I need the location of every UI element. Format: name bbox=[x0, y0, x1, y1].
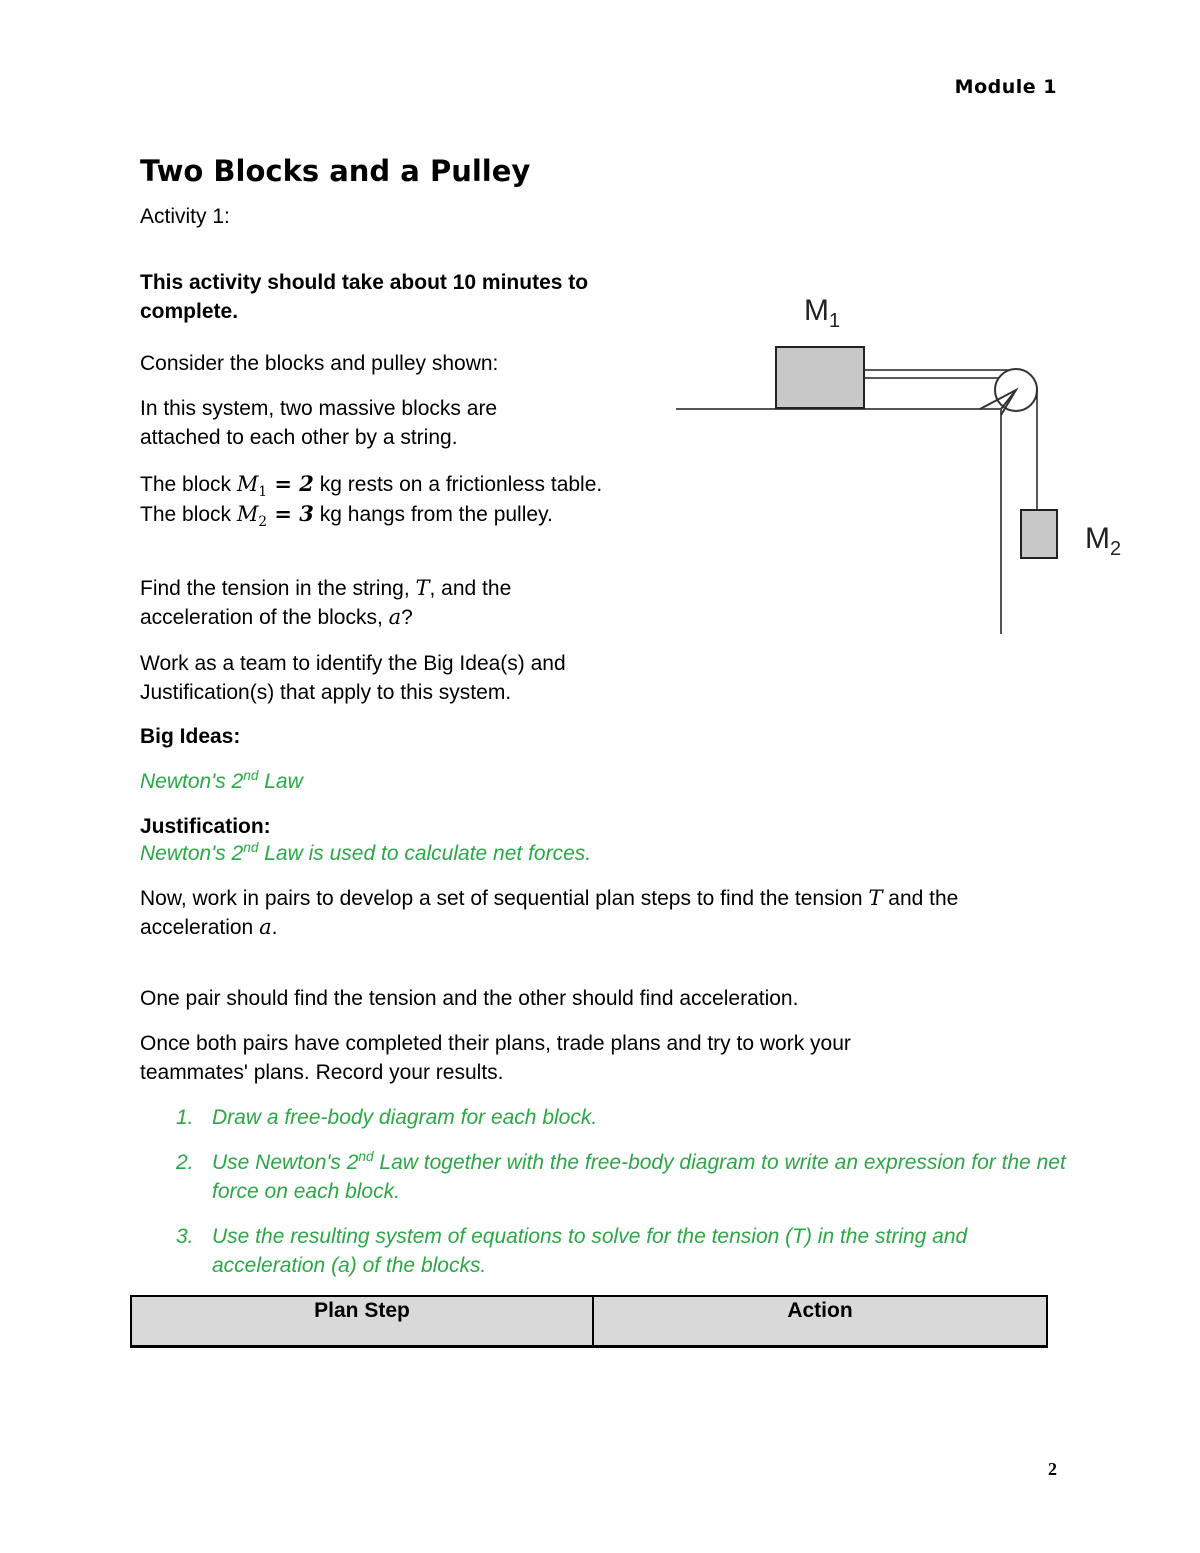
big-ideas-answer-b: Law bbox=[258, 770, 303, 793]
pairs-mid: and the acceleration bbox=[140, 887, 959, 939]
question-mid: , and the acceleration of the blocks, bbox=[140, 577, 512, 629]
module-header: Module 1 bbox=[954, 76, 1057, 98]
one-pair-text: One pair should find the tension and the other should find acceleration. bbox=[140, 987, 799, 1010]
pairs-tension-symbol: T bbox=[868, 886, 883, 910]
plan-step-item bbox=[176, 1103, 1066, 1132]
pairs-acceleration-symbol: a bbox=[259, 915, 272, 939]
m1-prefix: The block bbox=[140, 473, 237, 496]
block-m1 bbox=[776, 347, 864, 408]
consider-text: Consider the blocks and pulley shown: bbox=[140, 352, 499, 375]
pulley-diagram bbox=[670, 280, 1140, 640]
m1-symbol: M bbox=[236, 472, 259, 496]
plan-step-item bbox=[176, 1148, 1066, 1206]
block-m2 bbox=[1021, 510, 1057, 558]
plan-step-header: Plan Step bbox=[131, 1296, 593, 1347]
big-ideas-answer bbox=[140, 767, 303, 796]
once-text: Once both pairs have completed their plans, trade plans and try to work your teammates' plans. Record your results. bbox=[140, 1032, 851, 1084]
m1-label: $M_1$ bbox=[804, 294, 841, 332]
big-ideas-answer-sup: nd bbox=[243, 768, 259, 783]
tension-symbol: T bbox=[415, 576, 430, 600]
m2-label: $M_2$ bbox=[1085, 522, 1122, 560]
page-number: 2 bbox=[1048, 1459, 1057, 1479]
big-ideas-answer-a: Newton's 2 bbox=[140, 770, 244, 793]
plan-table-header-row bbox=[131, 1296, 1047, 1347]
step-text-a: Use Newton's 2 bbox=[212, 1151, 359, 1174]
step-number: 1. bbox=[176, 1106, 194, 1129]
question-text bbox=[140, 574, 590, 632]
step-text-b: Law together with the free-body diagram to write an expression for the net force on each block. bbox=[212, 1151, 1066, 1203]
m1-sub: 1 bbox=[258, 484, 268, 501]
m2-suffix: kg hangs from the pulley. bbox=[313, 503, 553, 526]
plan-step-item bbox=[176, 1222, 1066, 1280]
step-text-sup: nd bbox=[358, 1149, 374, 1164]
plan-steps-list bbox=[176, 1103, 1066, 1296]
m2-equation: = 3 bbox=[267, 501, 314, 526]
action-header: Action bbox=[593, 1296, 1047, 1347]
justification-answer-a: Newton's 2 bbox=[140, 842, 244, 865]
m1-suffix: kg rests on a frictionless table. The block bbox=[140, 473, 603, 526]
page-title: Two Blocks and a Pulley bbox=[140, 154, 531, 188]
step-text: Draw a free-body diagram for each block. bbox=[212, 1106, 598, 1129]
justification-answer-sup: nd bbox=[243, 840, 259, 855]
plan-table bbox=[130, 1295, 1048, 1348]
problem-statement bbox=[140, 469, 610, 529]
system-description: In this system, two massive blocks are attached to each other by a string. bbox=[140, 397, 498, 449]
justification-answer-b: Law is used to calculate net forces. bbox=[258, 842, 592, 865]
question-prefix: Find the tension in the string, bbox=[140, 577, 416, 600]
activity-label: Activity 1: bbox=[140, 205, 230, 228]
duration-note: This activity should take about 10 minutes to complete. bbox=[140, 271, 589, 323]
m1-equation: = 2 bbox=[267, 471, 314, 496]
step-number: 3. bbox=[176, 1225, 194, 1248]
big-ideas-label: Big Ideas: bbox=[140, 725, 241, 748]
m2-sub: 2 bbox=[258, 514, 268, 531]
question-suffix: ? bbox=[401, 606, 413, 629]
m2-symbol: M bbox=[236, 502, 259, 526]
team-instructions: Work as a team to identify the Big Idea(s) and Justification(s) that apply to this system. bbox=[140, 652, 566, 704]
justification-label: Justification: bbox=[140, 815, 271, 838]
pairs-suffix: . bbox=[271, 916, 278, 939]
pairs-instructions bbox=[140, 884, 1070, 942]
justification-answer bbox=[140, 839, 591, 868]
acceleration-symbol: a bbox=[388, 605, 402, 629]
pairs-prefix: Now, work in pairs to develop a set of sequential plan steps to find the tension bbox=[140, 887, 869, 910]
step-text: Use the resulting system of equations to solve for the tension (T) in the string and acceleration (a) of the blocks. bbox=[212, 1225, 968, 1277]
step-number: 2. bbox=[176, 1151, 194, 1174]
